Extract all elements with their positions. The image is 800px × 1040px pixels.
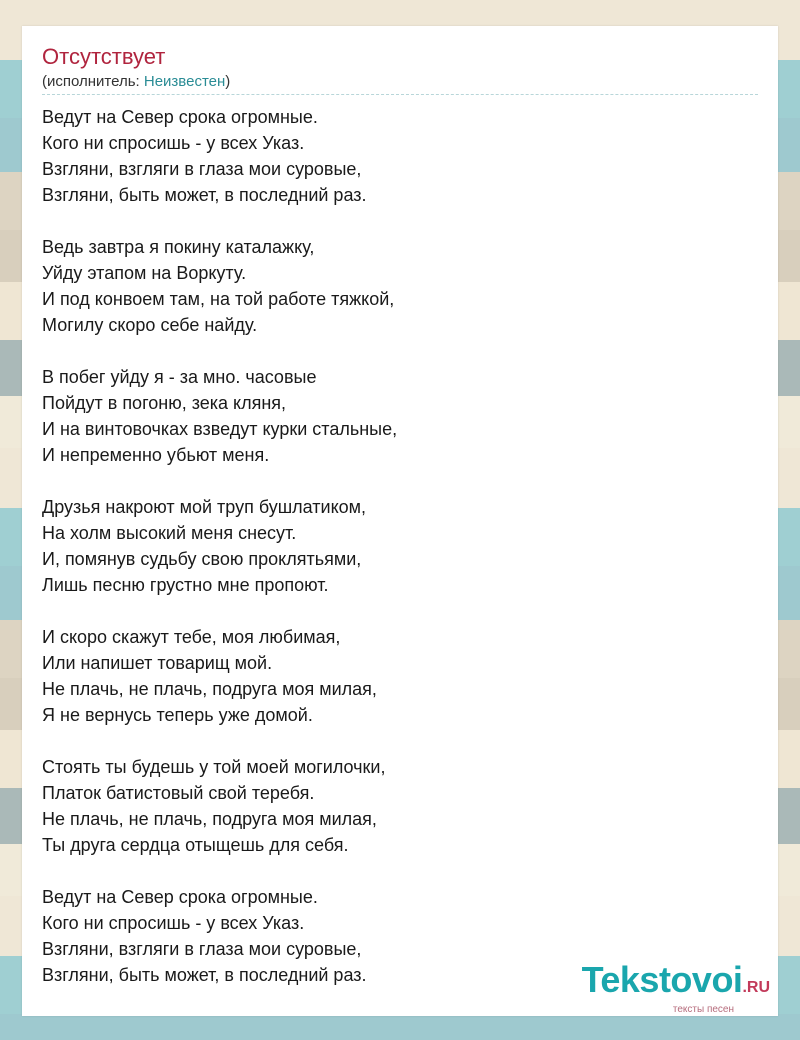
lyric-line: В побег уйду я - за мно. часовые	[42, 367, 317, 387]
lyric-line: Взгляни, взгляги в глаза мои суровые,	[42, 939, 362, 959]
stanza	[42, 754, 758, 858]
lyric-line: Платок батистовый свой теребя.	[42, 783, 315, 803]
song-title: Отсутствует	[42, 44, 166, 69]
lyric-line: Лишь песню грустно мне пропоют.	[42, 575, 329, 595]
lyric-line: И скоро скажут тебе, моя любимая,	[42, 627, 341, 647]
lyric-line: Стоять ты будешь у той моей могилочки,	[42, 757, 386, 777]
lyric-line: Ведут на Север срока огромные.	[42, 107, 318, 127]
lyric-line: Не плачь, не плачь, подруга моя милая,	[42, 809, 377, 829]
lyric-line: На холм высокий меня снесут.	[42, 523, 297, 543]
lyric-line: Уйду этапом на Воркуту.	[42, 263, 247, 283]
lyric-line: Кого ни спросишь - у всех Указ.	[42, 913, 305, 933]
stanza	[42, 104, 758, 208]
lyric-line: Ведут на Север срока огромные.	[42, 887, 318, 907]
logo-name: Tekstovoi	[581, 959, 743, 1000]
stanza	[42, 494, 758, 598]
lyric-line: Ведь завтра я покину каталажку,	[42, 237, 315, 257]
lyric-line: Могилу скоро себе найду.	[42, 315, 258, 335]
stanza	[42, 624, 758, 728]
lyric-line: И, помянув судьбу свою проклятьями,	[42, 549, 362, 569]
lyric-line: Друзья накроют мой труп бушлатиком,	[42, 497, 367, 517]
lyric-line: Ты друга сердца отыщешь для себя.	[42, 835, 349, 855]
stanza	[42, 234, 758, 338]
lyric-line: Взгляни, быть может, в последний раз.	[42, 185, 367, 205]
lyric-line: Не плачь, не плачь, подруга моя милая,	[42, 679, 377, 699]
site-logo[interactable]	[581, 959, 770, 1016]
lyrics-card	[22, 26, 778, 1016]
title-divider	[42, 94, 758, 95]
logo-tagline: тексты песен	[672, 1004, 734, 1015]
logo-wordmark	[581, 959, 770, 1006]
lyric-line: Кого ни спросишь - у всех Указ.	[42, 133, 305, 153]
lyric-line: Взгляни, быть может, в последний раз.	[42, 965, 367, 985]
artist-link[interactable]: Неизвестен	[143, 73, 226, 90]
lyric-line: И непременно убьют меня.	[42, 445, 270, 465]
artist-suffix: )	[225, 73, 231, 90]
artist-line	[42, 72, 230, 92]
lyrics-body	[42, 104, 758, 1014]
lyric-line: И на винтовочках взведут курки стальные,	[42, 419, 398, 439]
artist-prefix: (исполнитель:	[42, 73, 144, 90]
stanza	[42, 364, 758, 468]
lyric-line: Взгляни, взгляги в глаза мои суровые,	[42, 159, 362, 179]
lyric-line: Я не вернусь теперь уже домой.	[42, 705, 313, 725]
logo-tld: .RU	[742, 979, 770, 996]
lyric-line: Или напишет товарищ мой.	[42, 653, 273, 673]
lyric-line: Пойдут в погоню, зека кляня,	[42, 393, 287, 413]
lyric-line: И под конвоем там, на той работе тяжкой,	[42, 289, 395, 309]
